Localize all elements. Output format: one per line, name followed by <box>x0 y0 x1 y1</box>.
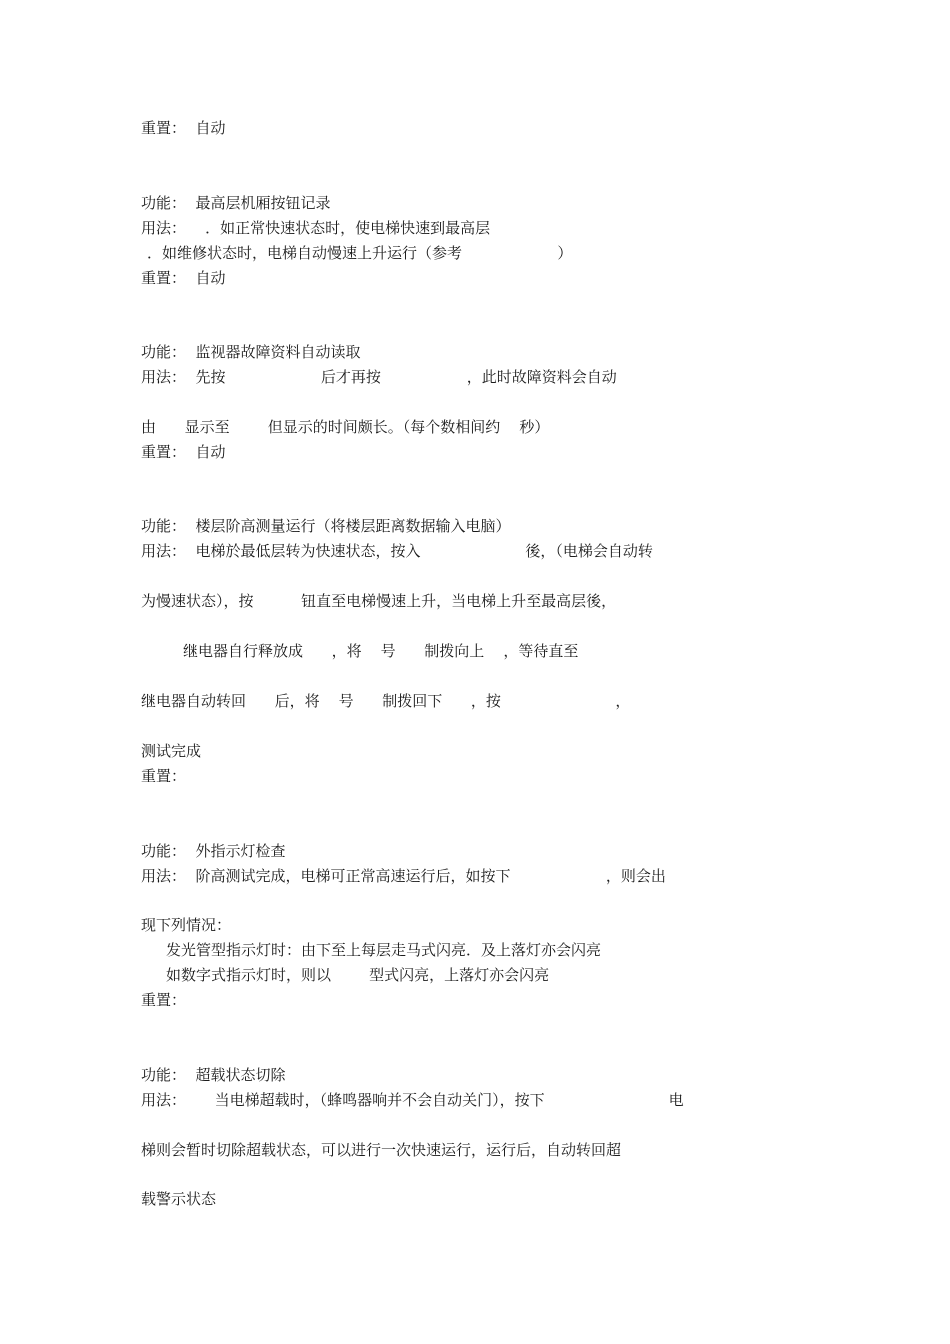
usage-line-3e: 测试完成 <box>141 742 202 760</box>
function-line-2: 功能： 监视器故障资料自动读取 <box>141 343 361 361</box>
reset-line-3: 重置： 自动 <box>141 443 226 461</box>
usage-line-2: 用法： 先按 后才再按 ，此时故障资料会自动 <box>141 368 617 386</box>
usage-line-5b: 梯则会暂时切除超载状态，可以进行一次快速运行，运行后，自动转回超 <box>141 1141 622 1159</box>
reset-line-5: 重置： <box>141 991 187 1009</box>
usage-line-1b: ．如维修状态时，电梯自动慢速上升运行（参考 ） <box>147 244 573 262</box>
usage-line-4b: 现下列情况： <box>141 916 232 934</box>
usage-line-2b: 由 显示至 但显示的时间颇长。（每个数相间约 秒） <box>141 418 550 436</box>
reset-line-1: 重置： 自动 <box>141 119 226 137</box>
usage-line-4: 用法： 阶高测试完成，电梯可正常高速运行后，如按下 ，则会出 <box>141 867 666 885</box>
function-line-1: 功能： 最高层机厢按钮记录 <box>141 194 331 212</box>
reset-line-4: 重置： <box>141 767 187 785</box>
reset-line-2: 重置： 自动 <box>141 269 226 287</box>
usage-line-4d: 如数字式指示灯时，则以 型式闪亮，上落灯亦会闪亮 <box>166 966 550 984</box>
usage-line-3: 用法： 电梯於最低层转为快速状态，按入 後，（电梯会自动转 <box>141 542 653 560</box>
function-line-5: 功能： 超载状态切除 <box>141 1066 286 1084</box>
usage-line-3d: 继电器自动转回 后，将 号 制拨回下 ，按 ， <box>141 692 631 710</box>
usage-line-4c: 发光管型指示灯时：由下至上每层走马式闪亮．及上落灯亦会闪亮 <box>166 941 602 959</box>
usage-line-3c: 继电器自行释放成 ，将 号 制拨向上 ，等待直至 <box>183 642 579 660</box>
function-line-4: 功能： 外指示灯检查 <box>141 842 286 860</box>
function-line-3: 功能： 楼层阶高测量运行（将楼层距离数据输入电脑） <box>141 517 511 535</box>
usage-line-3b: 为慢速状态），按 钮直至电梯慢速上升，当电梯上升至最高层後， <box>141 592 617 610</box>
usage-line-5c: 载警示状态 <box>141 1190 217 1208</box>
usage-line-5: 用法： 当电梯超载时，（蜂鸣器响并不会自动关门），按下 电 <box>141 1091 684 1109</box>
usage-line-1: 用法： ．如正常快速状态时，使电梯快速到最高层 <box>141 219 491 237</box>
